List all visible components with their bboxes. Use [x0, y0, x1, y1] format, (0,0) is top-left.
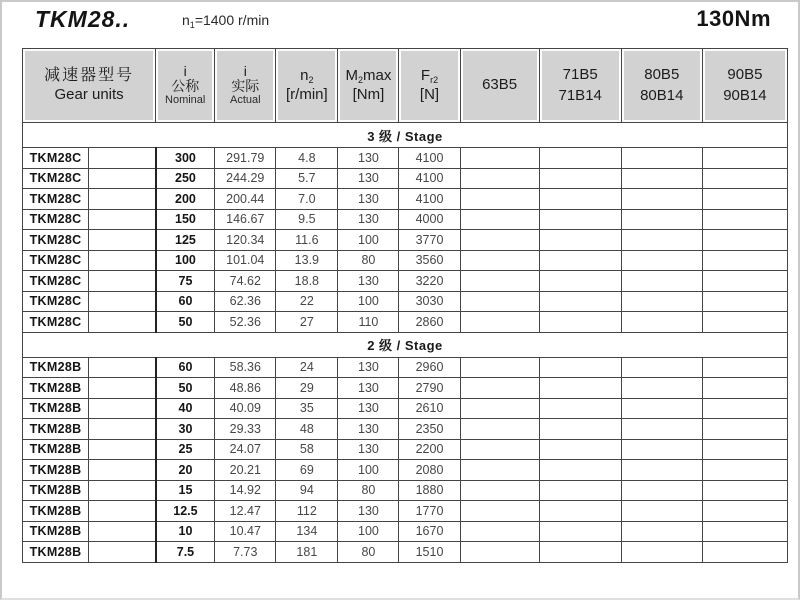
cell-model: TKM28C — [23, 230, 89, 251]
cell-fr2: 2860 — [399, 312, 460, 333]
cell-motor-63b5 — [460, 378, 539, 399]
col-header-motor-80b5 — [621, 49, 702, 123]
cell-fr2: 3770 — [399, 230, 460, 251]
cell-motor-71b5 — [539, 291, 621, 312]
cell-n2: 27 — [276, 312, 338, 333]
cell-model: TKM28B — [23, 480, 89, 501]
cell-motor-80b5 — [621, 501, 702, 522]
cell-motor-80b5 — [621, 168, 702, 189]
cell-nominal: 60 — [156, 291, 215, 312]
cell-motor-71b5 — [539, 521, 621, 542]
cell-nominal: 300 — [156, 148, 215, 169]
cell-model-sub — [89, 168, 156, 189]
cell-motor-80b5 — [621, 542, 702, 563]
cell-motor-71b5 — [539, 480, 621, 501]
gear-units-en: Gear units — [54, 86, 124, 104]
cell-motor-63b5 — [460, 148, 539, 169]
cell-motor-90b5 — [702, 439, 787, 460]
cell-motor-80b5 — [621, 357, 702, 378]
cell-nominal: 50 — [156, 312, 215, 333]
n2-symbol: n — [300, 66, 309, 84]
cell-motor-63b5 — [460, 312, 539, 333]
col-header-gear-units — [23, 49, 156, 123]
cell-m2max: 130 — [338, 209, 399, 230]
cell-fr2: 1880 — [399, 480, 460, 501]
cell-model: TKM28C — [23, 189, 89, 210]
cell-n2: 5.7 — [276, 168, 338, 189]
cell-m2max: 100 — [338, 230, 399, 251]
cell-m2max: 80 — [338, 542, 399, 563]
col-header-motor-90b5 — [702, 49, 787, 123]
table-row — [23, 480, 788, 501]
cell-nominal: 75 — [156, 271, 215, 292]
cell-fr2: 2350 — [399, 419, 460, 440]
cell-motor-71b5 — [539, 250, 621, 271]
cell-fr2: 2200 — [399, 439, 460, 460]
cell-motor-90b5 — [702, 460, 787, 481]
cell-motor-71b5 — [539, 271, 621, 292]
cell-n2: 4.8 — [276, 148, 338, 169]
cell-motor-71b5 — [539, 230, 621, 251]
cell-m2max: 130 — [338, 501, 399, 522]
cell-m2max: 130 — [338, 439, 399, 460]
cell-fr2: 4100 — [399, 148, 460, 169]
cell-motor-90b5 — [702, 357, 787, 378]
cell-n2: 58 — [276, 439, 338, 460]
cell-fr2: 3560 — [399, 250, 460, 271]
table-row — [23, 378, 788, 399]
cell-motor-80b5 — [621, 521, 702, 542]
m2-subscript: 2 — [358, 74, 364, 85]
cell-motor-80b5 — [621, 480, 702, 501]
cell-m2max: 80 — [338, 250, 399, 271]
cell-motor-71b5 — [539, 460, 621, 481]
cell-motor-63b5 — [460, 189, 539, 210]
cell-model-sub — [89, 398, 156, 419]
cell-motor-90b5 — [702, 521, 787, 542]
cell-motor-63b5 — [460, 250, 539, 271]
table-row — [23, 357, 788, 378]
cell-motor-71b5 — [539, 378, 621, 399]
cell-motor-63b5 — [460, 419, 539, 440]
cell-motor-63b5 — [460, 168, 539, 189]
page-title: TKM28.. — [35, 6, 131, 32]
cell-actual: 10.47 — [215, 521, 276, 542]
cell-m2max: 130 — [338, 398, 399, 419]
torque-rating: 130Nm — [696, 6, 771, 31]
cell-actual: 74.62 — [215, 271, 276, 292]
cell-motor-90b5 — [702, 312, 787, 333]
cell-actual: 20.21 — [215, 460, 276, 481]
cell-motor-80b5 — [621, 291, 702, 312]
fr2-subscript: r2 — [430, 74, 439, 85]
cell-model: TKM28C — [23, 209, 89, 230]
cell-model-sub — [89, 148, 156, 169]
cell-n2: 94 — [276, 480, 338, 501]
table-header — [23, 49, 788, 123]
cell-motor-80b5 — [621, 378, 702, 399]
col-header-nominal — [156, 49, 215, 123]
motor-71b5-line1: 71B5 — [562, 66, 598, 84]
table-row — [23, 189, 788, 210]
cell-actual: 40.09 — [215, 398, 276, 419]
cell-fr2: 2790 — [399, 378, 460, 399]
cell-motor-90b5 — [702, 168, 787, 189]
cell-motor-80b5 — [621, 398, 702, 419]
cell-actual: 29.33 — [215, 419, 276, 440]
cell-motor-71b5 — [539, 439, 621, 460]
cell-m2max: 130 — [338, 189, 399, 210]
cell-motor-71b5 — [539, 357, 621, 378]
cell-m2max: 130 — [338, 378, 399, 399]
cell-model-sub — [89, 480, 156, 501]
cell-model: TKM28C — [23, 291, 89, 312]
col-header-n2 — [276, 49, 338, 123]
cell-m2max: 80 — [338, 480, 399, 501]
motor-90b5-line2: 90B14 — [723, 86, 767, 104]
cell-n2: 35 — [276, 398, 338, 419]
cell-n2: 24 — [276, 357, 338, 378]
cell-motor-63b5 — [460, 271, 539, 292]
col-header-motor-71b5 — [539, 49, 621, 123]
table-row — [23, 501, 788, 522]
cell-motor-90b5 — [702, 189, 787, 210]
cell-actual: 48.86 — [215, 378, 276, 399]
cell-motor-63b5 — [460, 501, 539, 522]
speed-value: =1400 r/min — [194, 12, 270, 28]
cell-nominal: 200 — [156, 189, 215, 210]
cell-model: TKM28B — [23, 378, 89, 399]
cell-m2max: 130 — [338, 168, 399, 189]
cell-n2: 69 — [276, 460, 338, 481]
cell-motor-71b5 — [539, 209, 621, 230]
cell-model-sub — [89, 419, 156, 440]
actual-symbol: i — [243, 62, 247, 79]
cell-m2max: 100 — [338, 521, 399, 542]
cell-nominal: 50 — [156, 378, 215, 399]
table-body — [23, 123, 788, 563]
table-row — [23, 291, 788, 312]
nominal-symbol: i — [183, 62, 187, 79]
cell-n2: 7.0 — [276, 189, 338, 210]
cell-motor-71b5 — [539, 168, 621, 189]
cell-model: TKM28C — [23, 250, 89, 271]
cell-nominal: 125 — [156, 230, 215, 251]
cell-nominal: 60 — [156, 357, 215, 378]
cell-fr2: 4100 — [399, 189, 460, 210]
cell-motor-63b5 — [460, 460, 539, 481]
fr2-symbol: F — [420, 66, 431, 84]
cell-actual: 58.36 — [215, 357, 276, 378]
cell-motor-90b5 — [702, 542, 787, 563]
n2-unit: [r/min] — [286, 85, 328, 103]
cell-nominal: 10 — [156, 521, 215, 542]
cell-n2: 9.5 — [276, 209, 338, 230]
cell-motor-71b5 — [539, 501, 621, 522]
cell-fr2: 2960 — [399, 357, 460, 378]
stage-band-label: 2 级 / Stage — [23, 332, 788, 357]
cell-actual: 62.36 — [215, 291, 276, 312]
cell-fr2: 3030 — [399, 291, 460, 312]
cell-fr2: 2080 — [399, 460, 460, 481]
cell-nominal: 15 — [156, 480, 215, 501]
cell-model-sub — [89, 542, 156, 563]
cell-fr2: 1510 — [399, 542, 460, 563]
speed-subscript: 1 — [189, 20, 195, 30]
cell-motor-63b5 — [460, 209, 539, 230]
cell-fr2: 4000 — [399, 209, 460, 230]
col-header-fr2 — [399, 49, 460, 123]
cell-model-sub — [89, 291, 156, 312]
cell-n2: 11.6 — [276, 230, 338, 251]
col-header-m2max — [338, 49, 399, 123]
cell-motor-80b5 — [621, 189, 702, 210]
speed-base: n — [182, 12, 190, 28]
cell-actual: 52.36 — [215, 312, 276, 333]
cell-model-sub — [89, 250, 156, 271]
stage-band-row — [23, 332, 788, 357]
cell-actual: 291.79 — [215, 148, 276, 169]
cell-motor-63b5 — [460, 398, 539, 419]
cell-model: TKM28B — [23, 501, 89, 522]
cell-model-sub — [89, 521, 156, 542]
cell-n2: 29 — [276, 378, 338, 399]
m2-suffix: max — [363, 66, 392, 84]
cell-motor-90b5 — [702, 398, 787, 419]
actual-en: Actual — [229, 94, 261, 107]
cell-n2: 112 — [276, 501, 338, 522]
m2max-unit: [Nm] — [352, 85, 385, 103]
cell-fr2: 4100 — [399, 168, 460, 189]
cell-motor-63b5 — [460, 291, 539, 312]
cell-m2max: 130 — [338, 148, 399, 169]
cell-fr2: 3220 — [399, 271, 460, 292]
cell-nominal: 250 — [156, 168, 215, 189]
motor-80b5-line2: 80B14 — [640, 86, 684, 104]
nominal-en: Nominal — [165, 94, 206, 107]
cell-motor-63b5 — [460, 521, 539, 542]
fr2-unit: [N] — [419, 85, 440, 103]
cell-model: TKM28B — [23, 521, 89, 542]
cell-m2max: 130 — [338, 419, 399, 440]
actual-cn: 实际 — [231, 77, 260, 94]
cell-model-sub — [89, 501, 156, 522]
cell-m2max: 100 — [338, 460, 399, 481]
table-row — [23, 460, 788, 481]
motor-63b5-line1: 63B5 — [482, 76, 518, 94]
cell-model: TKM28B — [23, 419, 89, 440]
cell-motor-90b5 — [702, 230, 787, 251]
cell-motor-71b5 — [539, 312, 621, 333]
cell-model: TKM28B — [23, 439, 89, 460]
table-row — [23, 168, 788, 189]
cell-motor-63b5 — [460, 230, 539, 251]
cell-model: TKM28C — [23, 148, 89, 169]
cell-fr2: 2610 — [399, 398, 460, 419]
table-row — [23, 398, 788, 419]
cell-model-sub — [89, 271, 156, 292]
cell-n2: 18.8 — [276, 271, 338, 292]
cell-motor-80b5 — [621, 230, 702, 251]
cell-model-sub — [89, 378, 156, 399]
stage-band-row — [23, 123, 788, 148]
cell-nominal: 12.5 — [156, 501, 215, 522]
table-row — [23, 271, 788, 292]
table-row — [23, 312, 788, 333]
cell-nominal: 20 — [156, 460, 215, 481]
cell-fr2: 1670 — [399, 521, 460, 542]
cell-m2max: 130 — [338, 357, 399, 378]
gear-spec-table — [22, 48, 788, 563]
table-row — [23, 542, 788, 563]
cell-model: TKM28B — [23, 542, 89, 563]
table-row — [23, 209, 788, 230]
cell-motor-80b5 — [621, 460, 702, 481]
cell-n2: 181 — [276, 542, 338, 563]
cell-model-sub — [89, 439, 156, 460]
cell-nominal: 150 — [156, 209, 215, 230]
cell-motor-63b5 — [460, 480, 539, 501]
cell-actual: 244.29 — [215, 168, 276, 189]
input-speed-note — [182, 12, 269, 28]
cell-motor-80b5 — [621, 271, 702, 292]
cell-actual: 12.47 — [215, 501, 276, 522]
cell-model-sub — [89, 357, 156, 378]
table-row — [23, 439, 788, 460]
cell-motor-80b5 — [621, 209, 702, 230]
table-row — [23, 230, 788, 251]
cell-model: TKM28B — [23, 357, 89, 378]
cell-motor-71b5 — [539, 419, 621, 440]
cell-actual: 14.92 — [215, 480, 276, 501]
cell-model: TKM28C — [23, 312, 89, 333]
nominal-cn: 公称 — [171, 77, 200, 94]
cell-motor-71b5 — [539, 189, 621, 210]
cell-nominal: 100 — [156, 250, 215, 271]
cell-n2: 13.9 — [276, 250, 338, 271]
cell-motor-63b5 — [460, 542, 539, 563]
cell-model: TKM28C — [23, 271, 89, 292]
cell-motor-90b5 — [702, 419, 787, 440]
cell-motor-90b5 — [702, 271, 787, 292]
cell-n2: 22 — [276, 291, 338, 312]
cell-n2: 48 — [276, 419, 338, 440]
col-header-actual — [215, 49, 276, 123]
cell-m2max: 130 — [338, 271, 399, 292]
m2-symbol: M — [345, 66, 358, 84]
cell-m2max: 110 — [338, 312, 399, 333]
motor-80b5-line1: 80B5 — [644, 66, 680, 84]
cell-nominal: 40 — [156, 398, 215, 419]
cell-model-sub — [89, 312, 156, 333]
cell-actual: 200.44 — [215, 189, 276, 210]
cell-model-sub — [89, 209, 156, 230]
cell-motor-90b5 — [702, 250, 787, 271]
cell-model-sub — [89, 230, 156, 251]
cell-actual: 101.04 — [215, 250, 276, 271]
cell-nominal: 30 — [156, 419, 215, 440]
cell-model: TKM28B — [23, 460, 89, 481]
motor-71b5-line2: 71B14 — [558, 86, 602, 104]
table-row — [23, 148, 788, 169]
cell-nominal: 7.5 — [156, 542, 215, 563]
cell-motor-63b5 — [460, 439, 539, 460]
table-row — [23, 521, 788, 542]
cell-motor-90b5 — [702, 501, 787, 522]
cell-motor-90b5 — [702, 480, 787, 501]
col-header-motor-63b5 — [460, 49, 539, 123]
cell-motor-90b5 — [702, 291, 787, 312]
cell-actual: 24.07 — [215, 439, 276, 460]
cell-actual: 120.34 — [215, 230, 276, 251]
stage-band-label: 3 级 / Stage — [23, 123, 788, 148]
motor-90b5-line1: 90B5 — [727, 66, 763, 84]
cell-motor-80b5 — [621, 419, 702, 440]
cell-motor-80b5 — [621, 250, 702, 271]
cell-motor-71b5 — [539, 398, 621, 419]
cell-motor-80b5 — [621, 439, 702, 460]
cell-fr2: 1770 — [399, 501, 460, 522]
cell-motor-90b5 — [702, 209, 787, 230]
cell-n2: 134 — [276, 521, 338, 542]
cell-actual: 7.73 — [215, 542, 276, 563]
cell-actual: 146.67 — [215, 209, 276, 230]
gear-units-cn: 减速器型号 — [44, 67, 135, 85]
n2-subscript: 2 — [308, 74, 314, 85]
cell-motor-71b5 — [539, 542, 621, 563]
cell-motor-90b5 — [702, 378, 787, 399]
table-row — [23, 250, 788, 271]
cell-model: TKM28C — [23, 168, 89, 189]
cell-motor-90b5 — [702, 148, 787, 169]
cell-motor-80b5 — [621, 312, 702, 333]
table-row — [23, 419, 788, 440]
cell-model: TKM28B — [23, 398, 89, 419]
cell-m2max: 100 — [338, 291, 399, 312]
cell-nominal: 25 — [156, 439, 215, 460]
cell-motor-71b5 — [539, 148, 621, 169]
cell-model-sub — [89, 460, 156, 481]
cell-motor-80b5 — [621, 148, 702, 169]
cell-motor-63b5 — [460, 357, 539, 378]
cell-model-sub — [89, 189, 156, 210]
